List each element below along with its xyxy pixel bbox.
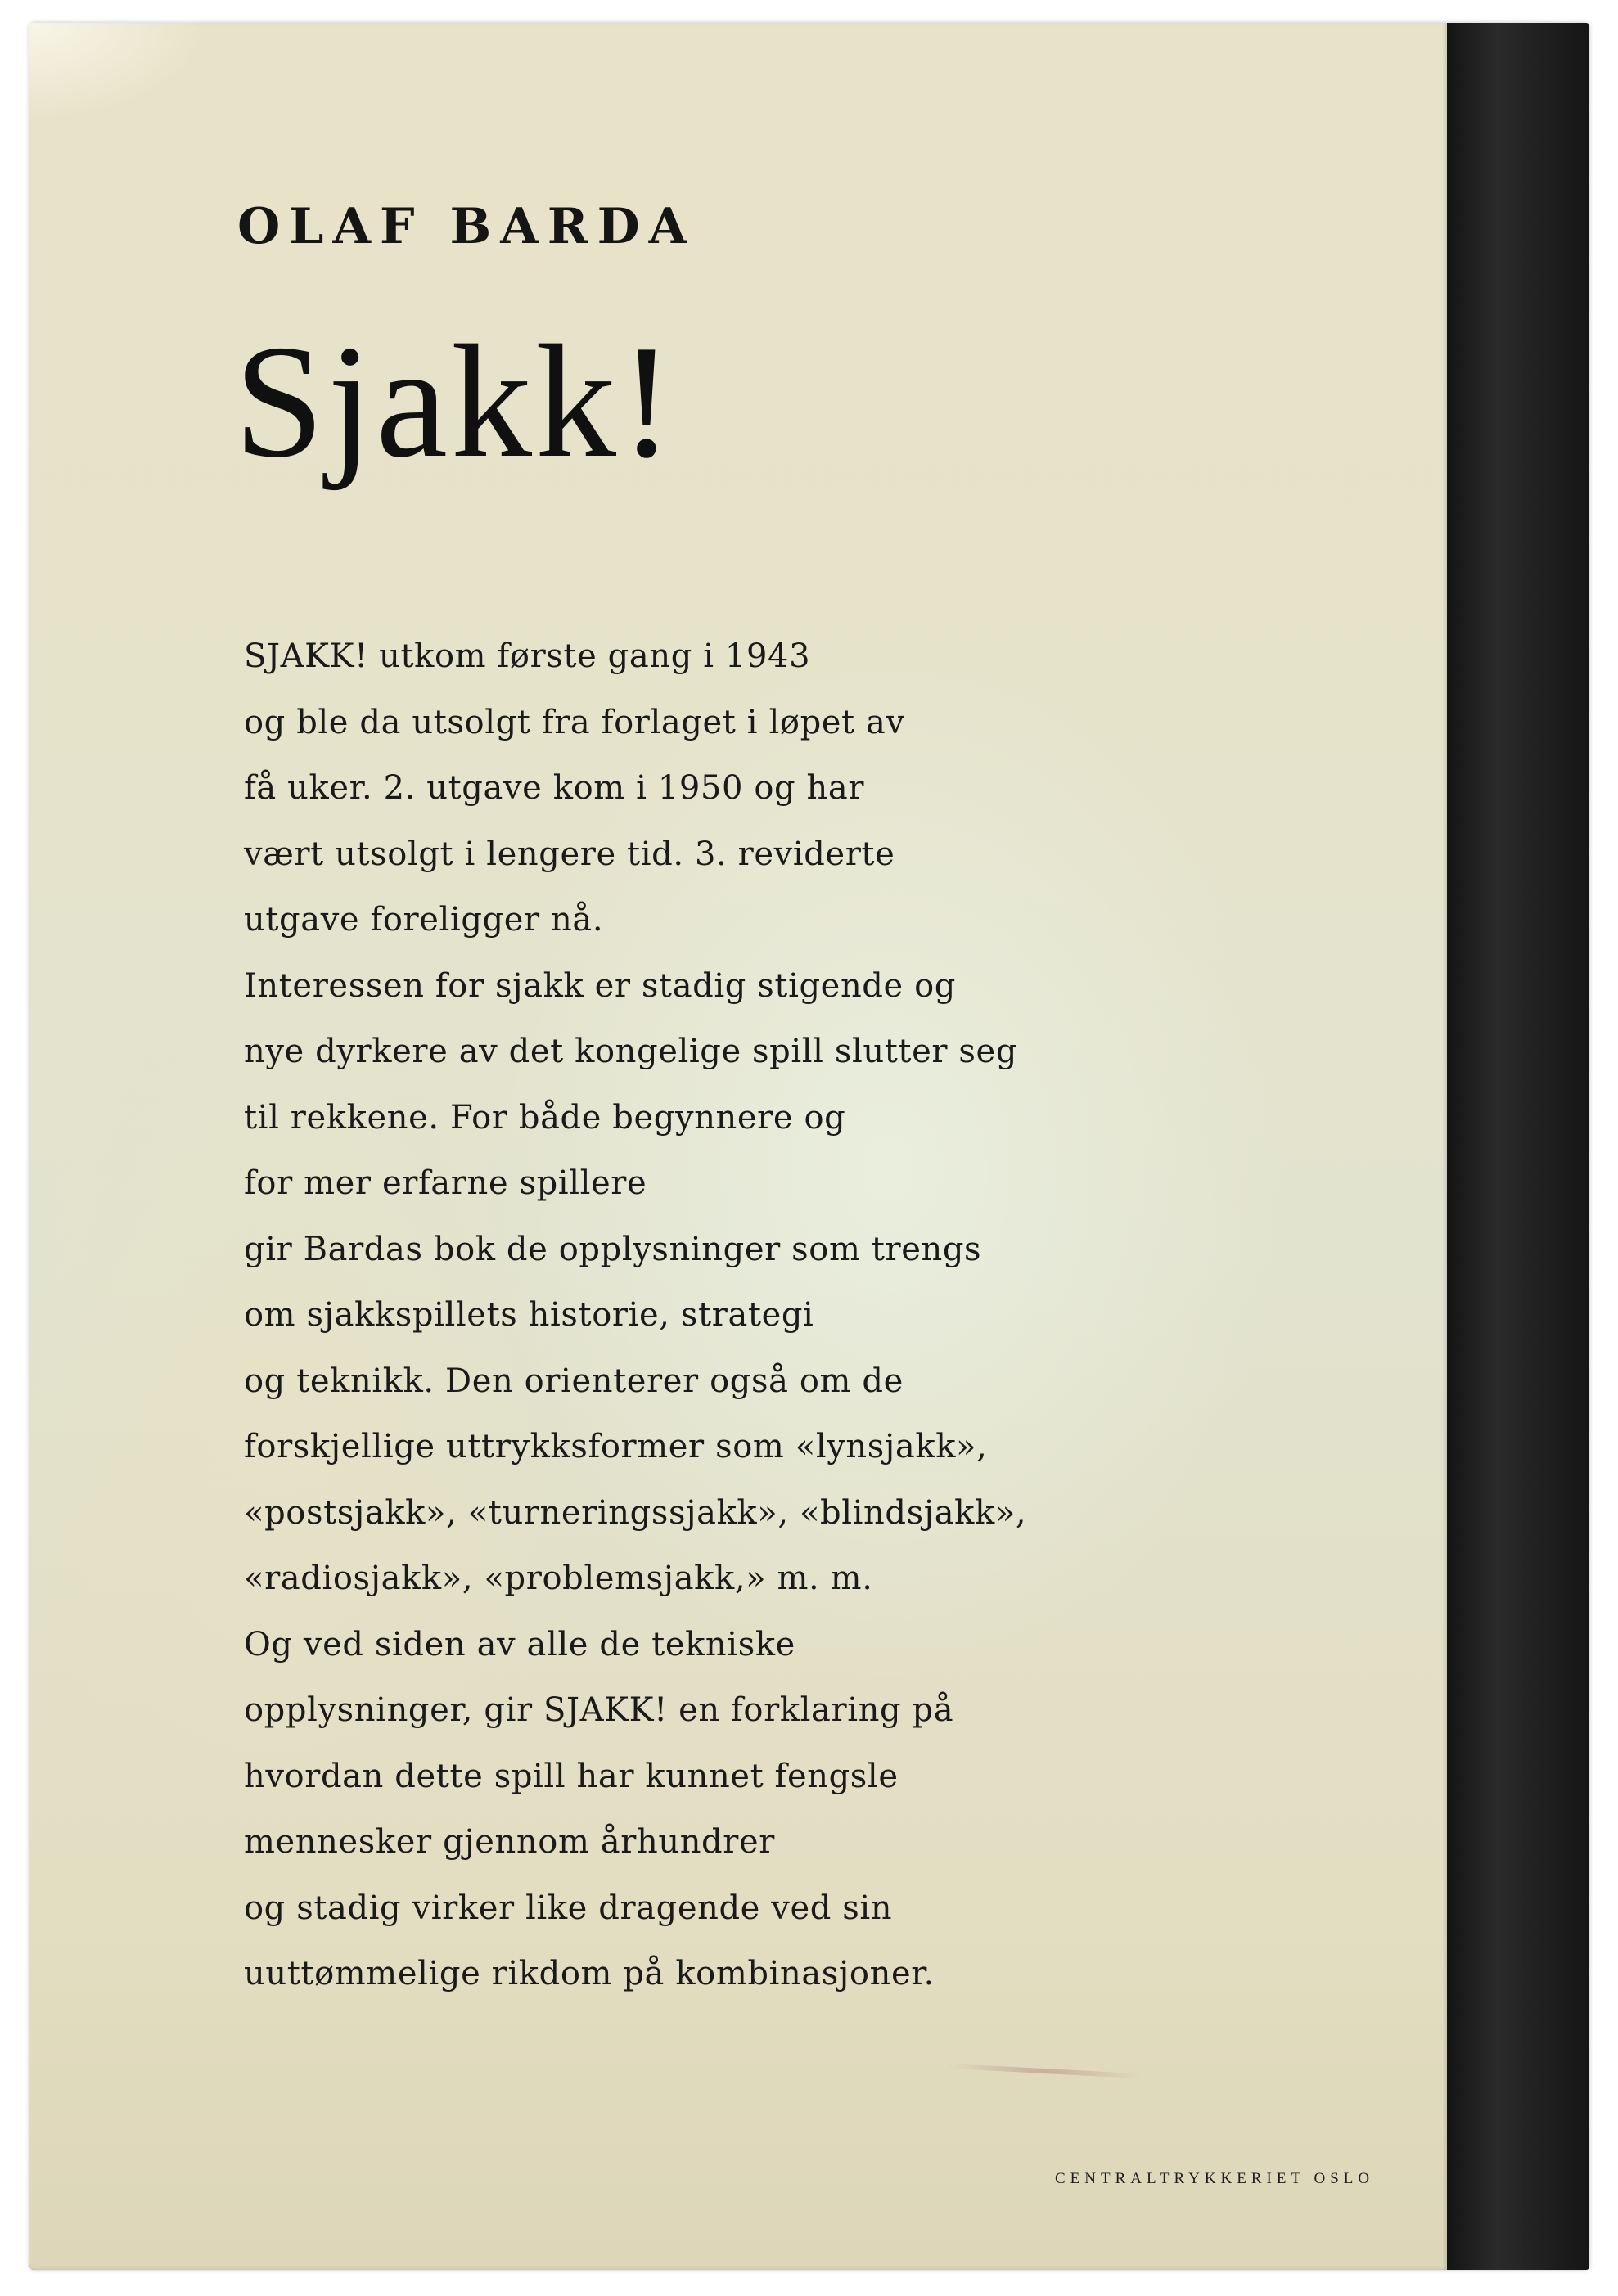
blurb-line: nye dyrkere av det kongelige spill slutter seg (244, 1033, 1018, 1070)
blurb-line: og teknikk. Den orienterer også om de (244, 1362, 904, 1400)
blurb-line: om sjakkspillets historie, strategi (244, 1296, 814, 1334)
blurb-line: gir Bardas bok de opplysninger som trengs (244, 1230, 982, 1268)
book (29, 23, 1589, 2270)
blurb-line: forskjellige uttrykksformer som «lynsjakk», (244, 1428, 988, 1465)
blurb-line: Og ved siden av alle de tekniske (244, 1625, 795, 1663)
blurb-line: uuttømmelige rikdom på kombinasjoner. (244, 1955, 935, 1992)
blurb-line: Interessen for sjakk er stadig stigende og (244, 966, 956, 1005)
scuff-mark (946, 2064, 1143, 2079)
blurb-line: mennesker gjennom århundrer (244, 1823, 775, 1861)
blurb-line: «radiosjakk», «problemsjakk,» m. m. (244, 1560, 873, 1597)
blurb-line: og ble da utsolgt fra forlaget i løpet av (244, 703, 905, 741)
blurb-line: vært utsolgt i lengere tid. 3. reviderte (244, 835, 895, 873)
printer-imprint: CENTRALTRYKKERIET OSLO (1055, 2170, 1375, 2187)
book-spine (1447, 23, 1589, 2270)
blurb-line: opplysninger, gir SJAKK! en forklaring på (244, 1691, 954, 1729)
back-cover (29, 23, 1447, 2270)
author-name: OLAF BARDA (237, 198, 696, 255)
blurb-line: hvordan dette spill har kunnet fengsle (244, 1757, 899, 1795)
blurb-line: «postsjakk», «turneringssjakk», «blindsjakk», (244, 1493, 1027, 1532)
blurb-line: få uker. 2. utgave kom i 1950 og har (244, 769, 865, 807)
blurb-line: og stadig virker like dragende ved sin (244, 1889, 893, 1927)
blurb-line: utgave foreligger nå. (244, 901, 604, 939)
blurb-text (244, 624, 1226, 2007)
blurb-line: til rekkene. For både begynnere og (244, 1098, 846, 1137)
blurb-line: for mer erfarne spillere (244, 1164, 647, 1202)
blurb-line: SJAKK! utkom første gang i 1943 (244, 637, 811, 675)
book-title: Sjakk! (234, 312, 677, 491)
cover-wear (29, 23, 210, 121)
